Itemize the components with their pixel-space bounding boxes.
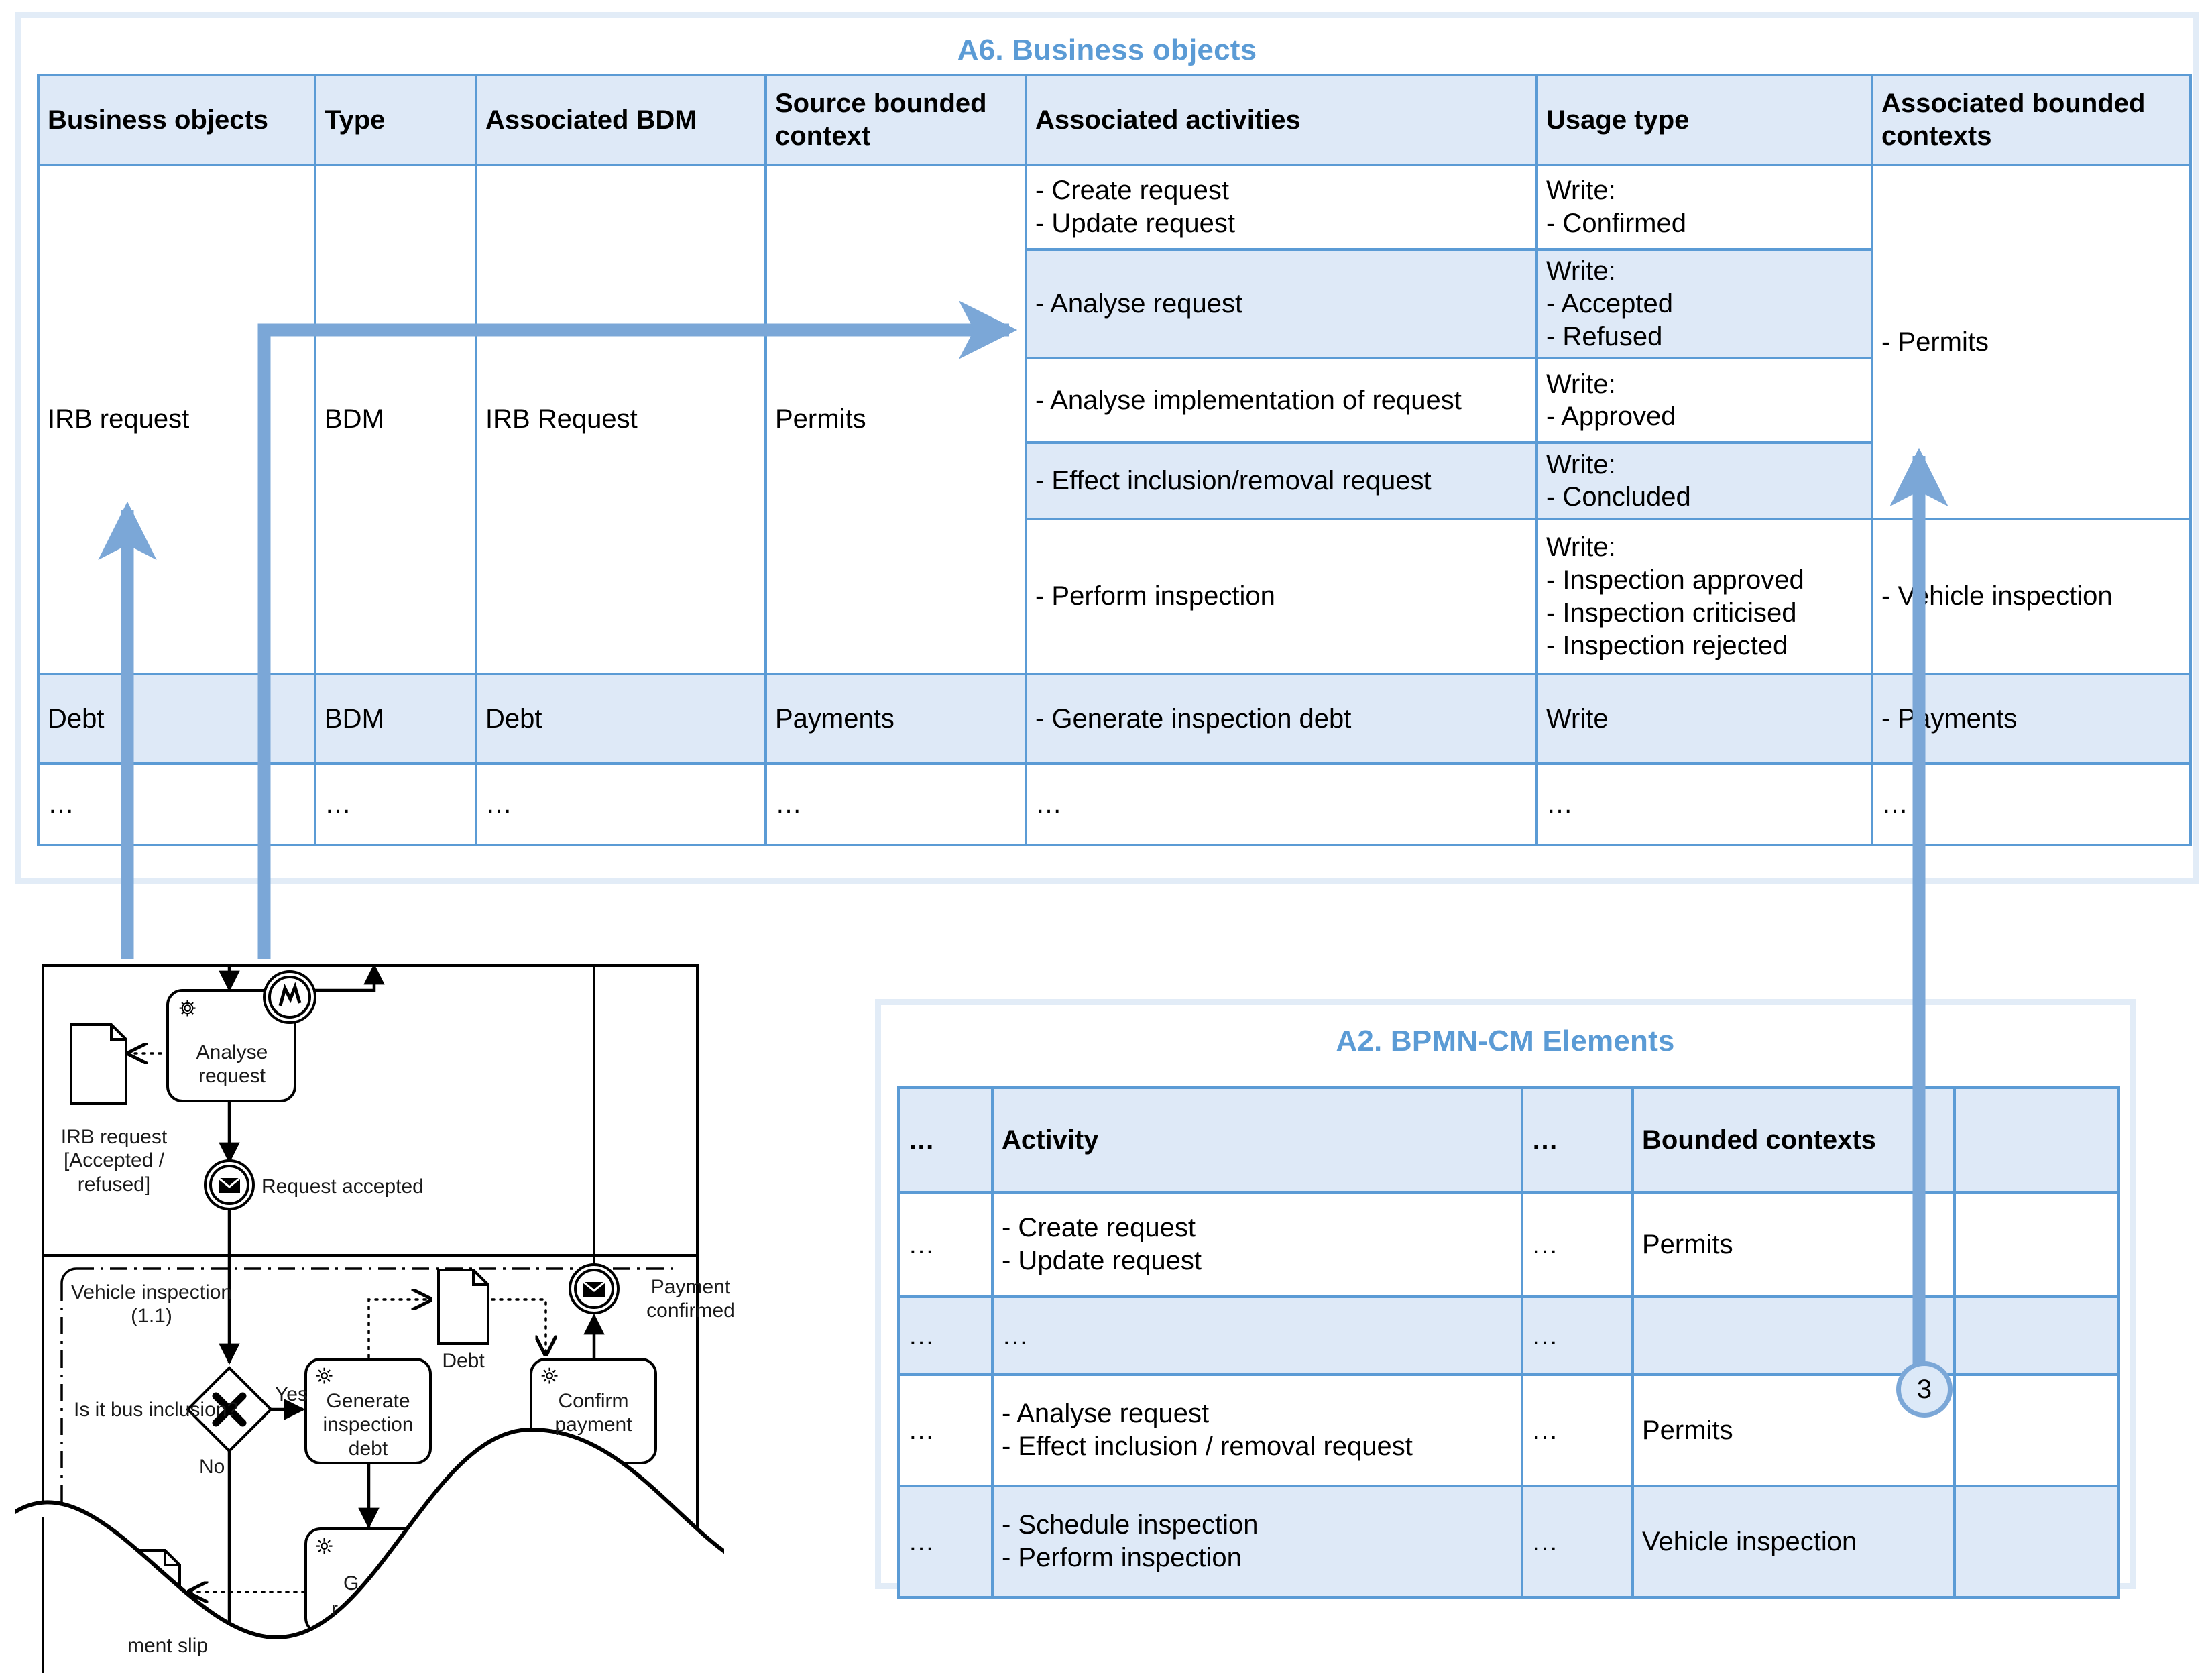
a2-cell-ellipsis-2: …	[1522, 1375, 1633, 1486]
a6-cell-bounded-context: …	[1872, 764, 2191, 845]
table-row	[898, 1486, 2119, 1597]
table-row	[38, 165, 2191, 249]
a6-header-row	[38, 75, 2191, 165]
a6-cell-activities: - Effect inclusion/removal request	[1026, 443, 1537, 519]
a6-cell-usage: Write: - Inspection approved - Inspection criticised - Inspection rejected	[1537, 519, 1872, 674]
a6-cell-business-object: Debt	[38, 674, 315, 764]
a2-cell-ellipsis-1: …	[898, 1486, 992, 1597]
a2-cell-ellipsis-2: …	[1522, 1297, 1633, 1375]
a6-cell-usage: …	[1537, 764, 1872, 845]
data-object-irb-request	[71, 1025, 126, 1104]
a2-cell-activity: - Analyse request - Effect inclusion / removal request	[992, 1375, 1522, 1486]
a2-header-activity: Activity	[992, 1088, 1522, 1192]
marker-3[interactable]	[1896, 1361, 1953, 1418]
bpmn-label-request-accepted: Request accepted	[261, 1175, 424, 1198]
a2-cell-bounded-context: Permits	[1633, 1375, 1955, 1486]
a6-cell-bounded-context: - Payments	[1872, 674, 2191, 764]
bpmn-label-no: No	[199, 1456, 225, 1478]
a2-header-row	[898, 1088, 2119, 1192]
a2-header-bounded-contexts: Bounded contexts	[1633, 1088, 1955, 1192]
a2-table	[897, 1086, 2120, 1599]
a6-cell-activities: - Perform inspection	[1026, 519, 1537, 674]
a2-cell-activity: …	[992, 1297, 1522, 1375]
a6-cell-business-object: IRB request	[38, 165, 315, 674]
a6-cell-associated-bdm: …	[476, 764, 766, 845]
a2-cell-ellipsis-2: …	[1522, 1192, 1633, 1297]
a6-cell-bounded-context: - Vehicle inspection	[1872, 519, 2191, 674]
a6-cell-type: BDM	[315, 165, 476, 674]
a6-cell-activities: - Analyse implementation of request	[1026, 358, 1537, 443]
table-row	[38, 764, 2191, 845]
a2-header-blank	[1955, 1088, 2119, 1192]
boundary-error-event	[264, 972, 315, 1023]
a6-header-usage-type: Usage type	[1537, 75, 1872, 165]
bpmn-label-gateway-question: Is it bus inclusion?	[74, 1399, 239, 1421]
a6-cell-usage: Write: - Confirmed	[1537, 165, 1872, 249]
bpmn-label-payment-confirmed: Payment confirmed	[646, 1276, 735, 1322]
bpmn-label-vehicle-inspection-lane: Vehicle inspection (1.1)	[70, 1281, 233, 1328]
a6-header-associated-activities: Associated activities	[1026, 75, 1537, 165]
a6-header-type: Type	[315, 75, 476, 165]
a2-cell-blank	[1955, 1486, 2119, 1597]
a2-panel-title: A2. BPMN-CM Elements	[1336, 1025, 1675, 1057]
a2-cell-bounded-context: Permits	[1633, 1192, 1955, 1297]
a6-cell-usage: Write: - Approved	[1537, 358, 1872, 443]
event-request-accepted	[205, 1161, 253, 1209]
a2-cell-ellipsis-1: …	[898, 1375, 992, 1486]
a6-header-associated-bdm: Associated BDM	[476, 75, 766, 165]
bpmn-label-confirm-payment: Confirm payment	[555, 1390, 632, 1436]
a2-cell-ellipsis-2: …	[1522, 1486, 1633, 1597]
a6-cell-type: …	[315, 764, 476, 845]
a2-cell-ellipsis-1: …	[898, 1297, 992, 1375]
a2-cell-blank	[1955, 1297, 2119, 1375]
a6-cell-source-bounded-context: …	[766, 764, 1026, 845]
bpmn-label-yes: Yes	[275, 1383, 308, 1405]
bpmn-label-generate-inspection-debt: Generate inspection debt	[323, 1390, 414, 1460]
a2-header-ellipsis-1: …	[898, 1088, 992, 1192]
bpmn-diagram	[15, 960, 735, 1677]
table-row	[898, 1297, 2119, 1375]
a6-cell-associated-bdm: IRB Request	[476, 165, 766, 674]
a6-cell-bounded-context: - Permits	[1872, 165, 2191, 519]
table-row	[898, 1192, 2119, 1297]
bpmn-label-task-partial-r: r	[331, 1598, 338, 1620]
bpmn-label-analyse-request: Analyse request	[196, 1041, 268, 1088]
table-row	[38, 674, 2191, 764]
a2-cell-blank	[1955, 1375, 2119, 1486]
a2-cell-activity: - Schedule inspection - Perform inspection	[992, 1486, 1522, 1597]
a6-table	[37, 74, 2192, 846]
event-payment-confirmed	[570, 1265, 618, 1313]
bpmn-label-debt: Debt	[442, 1350, 485, 1372]
marker-3-label: 3	[1916, 1374, 1932, 1404]
a6-cell-usage: Write	[1537, 674, 1872, 764]
a6-panel-title: A6. Business objects	[957, 34, 1257, 66]
a6-header-source-bounded-context: Source bounded context	[766, 75, 1026, 165]
a2-cell-blank	[1955, 1192, 2119, 1297]
a6-cell-source-bounded-context: Payments	[766, 674, 1026, 764]
a6-cell-source-bounded-context: Permits	[766, 165, 1026, 674]
bpmn-label-task-partial-g: G	[343, 1572, 359, 1595]
bpmn-label-payment-slip: ment slip	[127, 1635, 209, 1657]
a6-cell-activities: - Create request - Update request	[1026, 165, 1537, 249]
a6-cell-associated-bdm: Debt	[476, 674, 766, 764]
a6-cell-business-object: …	[38, 764, 315, 845]
a2-cell-ellipsis-1: …	[898, 1192, 992, 1297]
a6-cell-type: BDM	[315, 674, 476, 764]
a6-cell-activities: - Analyse request	[1026, 249, 1537, 358]
a2-cell-bounded-context: Vehicle inspection	[1633, 1486, 1955, 1597]
a6-header-associated-bounded-contexts: Associated bounded contexts	[1872, 75, 2191, 165]
a6-cell-usage: Write: - Concluded	[1537, 443, 1872, 519]
a6-cell-activities: - Generate inspection debt	[1026, 674, 1537, 764]
a6-cell-activities: …	[1026, 764, 1537, 845]
a6-header-business-objects: Business objects	[38, 75, 315, 165]
data-object-debt	[439, 1270, 488, 1344]
a2-header-ellipsis-2: …	[1522, 1088, 1633, 1192]
a6-cell-usage: Write: - Accepted - Refused	[1537, 249, 1872, 358]
a2-cell-activity: - Create request - Update request	[992, 1192, 1522, 1297]
a2-cell-bounded-context	[1633, 1297, 1955, 1375]
bpmn-label-irb-request: IRB request [Accepted / refused]	[60, 1126, 168, 1196]
